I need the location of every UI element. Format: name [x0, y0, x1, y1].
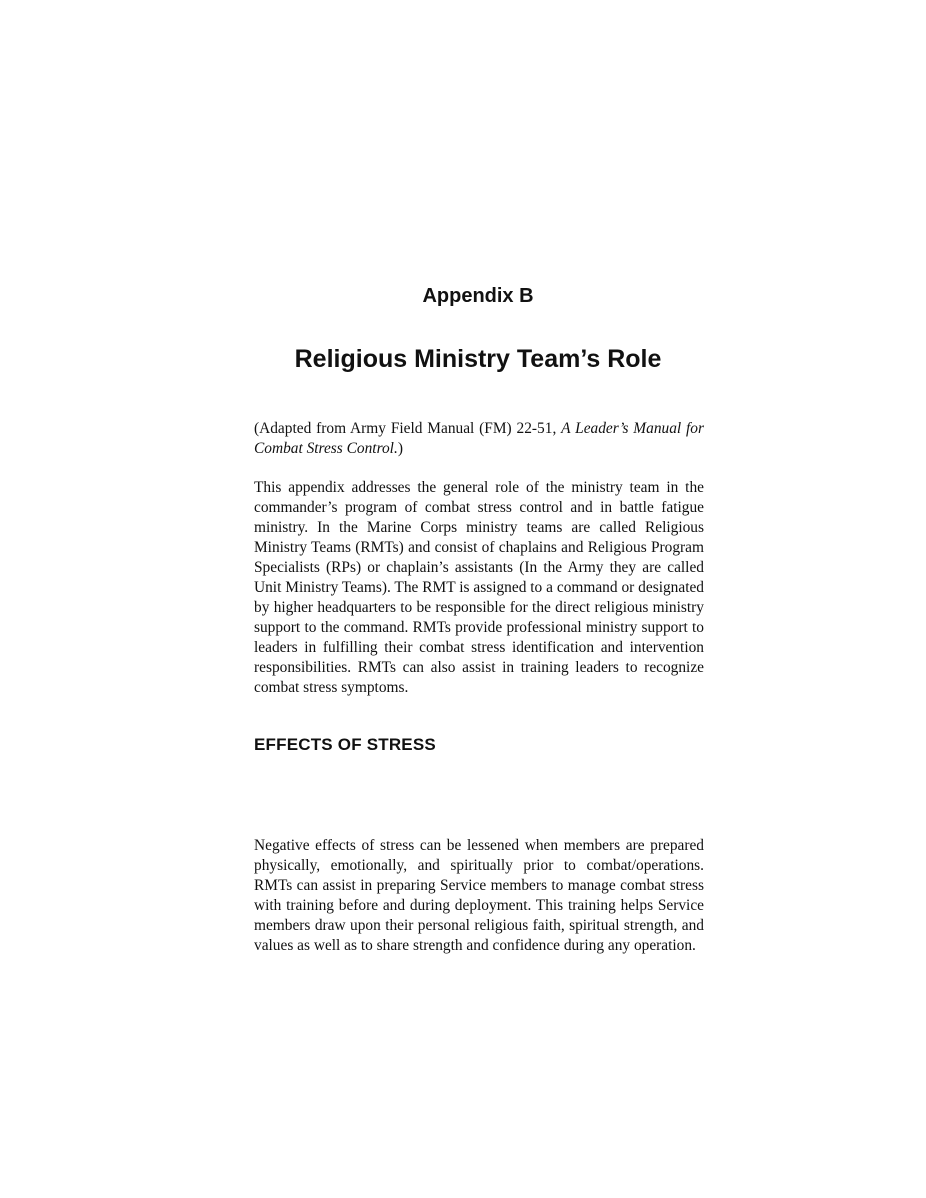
intro-paragraph: This appendix addresses the general role of the ministry team in the commander’s program of combat stress control and in battle fatigue ministry. In the Marine Corps ministry teams are called Religious Ministry Teams (RMTs) and consist of chaplains and Religious Program Specialists (RPs) or chaplain’s assistants (In the Army they are called Unit Ministry Teams). The RMT is assigned to a command or designated by higher headquarters to be responsible for the direct religious ministry support to the command. RMTs provide professional ministry support to leaders in fulfilling their combat stress identification and intervention responsibilities. RMTs can also assist in training leaders to recognize combat stress symptoms.	[254, 479, 704, 696]
appendix-label: Appendix B	[422, 285, 534, 307]
source-title: A Leader’s Manual for Combat Stress Control.	[254, 420, 704, 457]
section-heading-effects-of-stress: EFFECTS OF STRESS	[254, 735, 436, 754]
attribution-prefix: (Adapted from Army Field Manual (FM) 22-51,	[254, 420, 562, 437]
page-title: Religious Ministry Team’s Role	[294, 345, 662, 373]
attribution-suffix: )	[397, 440, 403, 457]
attribution-paragraph	[254, 419, 704, 459]
effects-paragraph: Negative effects of stress can be lessened when members are prepared physically, emotionally, and spiritually prior to combat/operations. RMTs can assist in preparing Service members to manage combat stress with training before and during deployment. This training helps Service members draw upon their personal religious faith, spiritual strength, and values as well as to share strength and confidence during any operation.	[254, 837, 704, 954]
